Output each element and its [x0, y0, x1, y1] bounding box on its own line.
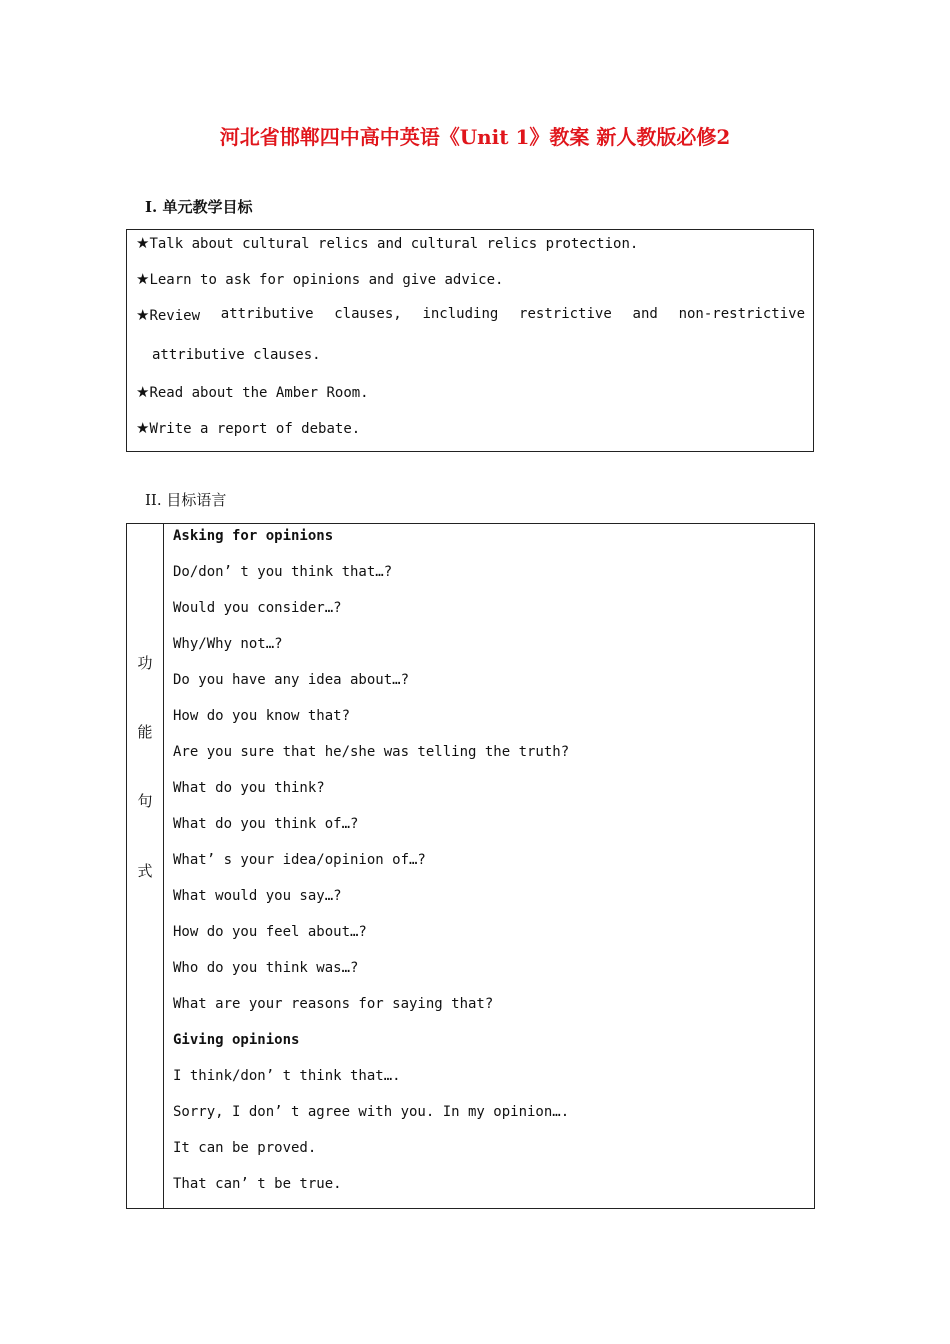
side-label-char: 式 — [137, 862, 153, 880]
phrase-item: How do you feel about…? — [173, 924, 367, 940]
function-sentence-label-column — [127, 524, 164, 1208]
phrase-item: That can’ t be true. — [173, 1176, 342, 1192]
phrase-item: I think/don’ t think that…. — [173, 1068, 401, 1084]
section-heading-teaching-goals: I. 单元教学目标 — [145, 198, 253, 216]
goal-item — [136, 270, 503, 288]
goal-word: ★Review — [136, 306, 201, 324]
goal-text: Write a report of debate. — [149, 421, 361, 437]
phrase-item: What are your reasons for saying that? — [173, 996, 494, 1012]
phrase-item: Why/Why not…? — [173, 636, 283, 652]
goal-item-review — [136, 306, 805, 324]
star-icon: ★ — [136, 419, 150, 437]
teaching-goals-box — [126, 229, 814, 452]
side-label-char: 能 — [137, 723, 153, 741]
phrase-item: How do you know that? — [173, 708, 351, 724]
side-label-char: 句 — [137, 792, 153, 810]
phrase-item: Sorry, I don’ t agree with you. In my opinion…. — [173, 1104, 570, 1120]
star-icon: ★ — [136, 234, 150, 252]
goal-word: including — [422, 306, 499, 322]
asking-opinions-heading: Asking for opinions — [173, 528, 334, 544]
phrase-item: What do you think of…? — [173, 816, 359, 832]
star-icon: ★ — [136, 383, 150, 401]
side-label-char: 功 — [137, 654, 153, 672]
giving-opinions-heading: Giving opinions — [173, 1032, 300, 1048]
phrase-item: Who do you think was…? — [173, 960, 359, 976]
phrase-item: Do/don’ t you think that…? — [173, 564, 393, 580]
star-icon: ★ — [136, 270, 150, 288]
goal-word: attributive — [220, 306, 314, 322]
goal-item — [136, 234, 638, 252]
goal-text: Learn to ask for opinions and give advice. — [149, 272, 504, 288]
goal-item — [136, 383, 369, 401]
phrase-item: It can be proved. — [173, 1140, 317, 1156]
goal-word: and — [632, 306, 658, 322]
phrase-item: Do you have any idea about…? — [173, 672, 410, 688]
phrase-item: Would you consider…? — [173, 600, 342, 616]
target-language-table — [126, 523, 815, 1209]
section-heading-target-language: II. 目标语言 — [145, 491, 227, 509]
goal-item — [136, 419, 360, 437]
document-title: 河北省邯郸四中高中英语《Unit 1》教案 新人教版必修2 — [219, 125, 731, 149]
goal-word: clauses, — [334, 306, 402, 322]
goal-text: Talk about cultural relics and cultural relics protection. — [149, 236, 639, 252]
phrase-item: What do you think? — [173, 780, 325, 796]
goal-text: Read about the Amber Room. — [149, 385, 369, 401]
goal-word: restrictive — [519, 306, 612, 322]
phrase-item: Are you sure that he/she was telling the truth? — [173, 744, 570, 760]
phrase-item: What’ s your idea/opinion of…? — [173, 852, 426, 868]
star-icon: ★ — [136, 306, 150, 324]
phrase-item: What would you say…? — [173, 888, 342, 904]
goal-item-continuation: attributive clauses. — [152, 347, 321, 363]
goal-word: non-restrictive — [678, 306, 805, 322]
